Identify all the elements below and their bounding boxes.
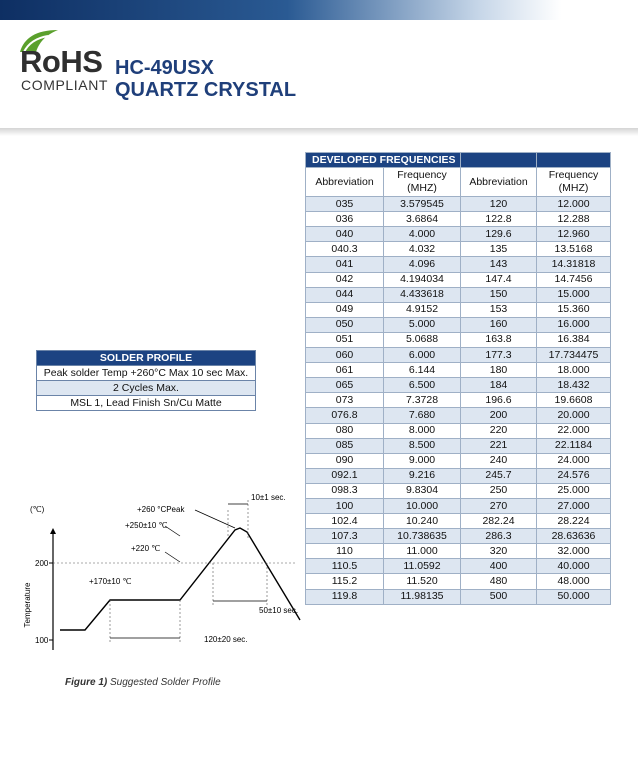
abbreviation-cell: 220	[461, 423, 537, 438]
abbreviation-cell: 245.7	[461, 468, 537, 483]
unit-label: (℃)	[30, 505, 45, 514]
header-divider	[0, 128, 638, 136]
abbreviation-cell: 135	[461, 242, 537, 257]
frequency-cell: 11.520	[384, 574, 461, 589]
table-row	[306, 197, 611, 212]
frequency-cell: 5.000	[384, 317, 461, 332]
table-row	[306, 498, 611, 513]
abbreviation-cell: 041	[306, 257, 384, 272]
abbreviation-cell: 400	[461, 559, 537, 574]
frequency-cell: 4.194034	[384, 272, 461, 287]
frequency-cell: 18.432	[537, 378, 611, 393]
table-row	[306, 483, 611, 498]
frequency-cell: 24.576	[537, 468, 611, 483]
frequency-cell: 9.000	[384, 453, 461, 468]
frequency-cell: 10.000	[384, 498, 461, 513]
header-gradient-bar	[0, 0, 638, 20]
abbreviation-cell: 119.8	[306, 589, 384, 604]
frequency-cell: 16.000	[537, 317, 611, 332]
label-time-above: 50±10 sec.	[259, 606, 299, 615]
label-time-peak: 10±1 sec.	[251, 493, 286, 502]
abbreviation-cell: 270	[461, 498, 537, 513]
freq-table-body	[306, 197, 611, 605]
abbreviation-cell: 163.8	[461, 332, 537, 347]
frequency-cell: 12.000	[537, 197, 611, 212]
frequency-cell: 3.579545	[384, 197, 461, 212]
frequency-cell: 48.000	[537, 574, 611, 589]
frequency-cell: 6.500	[384, 378, 461, 393]
abbreviation-cell: 147.4	[461, 272, 537, 287]
abbreviation-cell: 160	[461, 317, 537, 332]
title-line-1: HC-49USX	[115, 57, 214, 79]
abbreviation-cell: 177.3	[461, 348, 537, 363]
table-row	[306, 559, 611, 574]
freq-table-title-blank	[537, 153, 611, 168]
pointer-line	[165, 526, 180, 536]
table-row	[306, 589, 611, 604]
abbreviation-cell: 100	[306, 498, 384, 513]
solder-profile-title: SOLDER PROFILE	[37, 351, 256, 366]
table-row	[306, 272, 611, 287]
abbreviation-cell: 250	[461, 483, 537, 498]
freq-table-title-blank	[461, 153, 537, 168]
abbreviation-cell: 129.6	[461, 227, 537, 242]
frequency-cell: 16.384	[537, 332, 611, 347]
frequency-cell: 10.240	[384, 514, 461, 529]
frequency-cell: 11.98135	[384, 589, 461, 604]
table-row	[306, 332, 611, 347]
abbreviation-cell: 085	[306, 438, 384, 453]
title-line-2: QUARTZ CRYSTAL	[115, 79, 297, 101]
frequency-cell: 5.0688	[384, 332, 461, 347]
col-header-abbreviation: Abbreviation	[461, 168, 537, 197]
frequency-cell: 25.000	[537, 483, 611, 498]
abbreviation-cell: 184	[461, 378, 537, 393]
abbreviation-cell: 110.5	[306, 559, 384, 574]
y-axis-arrow	[50, 528, 56, 534]
y-tick-100: 100	[35, 636, 49, 645]
frequency-cell: 15.360	[537, 302, 611, 317]
frequency-cell: 13.5168	[537, 242, 611, 257]
abbreviation-cell: 196.6	[461, 393, 537, 408]
abbreviation-cell: 040	[306, 227, 384, 242]
abbreviation-cell: 073	[306, 393, 384, 408]
frequency-cell: 17.734475	[537, 348, 611, 363]
table-row	[306, 529, 611, 544]
figure-caption: Figure 1) Suggested Solder Profile	[65, 677, 221, 688]
frequency-cell: 4.433618	[384, 287, 461, 302]
frequency-cell: 4.032	[384, 242, 461, 257]
frequency-cell: 4.9152	[384, 302, 461, 317]
table-row	[306, 408, 611, 423]
abbreviation-cell: 282.24	[461, 514, 537, 529]
abbreviation-cell: 180	[461, 363, 537, 378]
abbreviation-cell: 107.3	[306, 529, 384, 544]
abbreviation-cell: 061	[306, 363, 384, 378]
abbreviation-cell: 115.2	[306, 574, 384, 589]
table-row	[306, 242, 611, 257]
frequency-cell: 14.31818	[537, 257, 611, 272]
abbreviation-cell: 143	[461, 257, 537, 272]
compliant-text: COMPLIANT	[21, 77, 109, 93]
abbreviation-cell: 036	[306, 212, 384, 227]
frequency-cell: 8.500	[384, 438, 461, 453]
table-row	[306, 393, 611, 408]
table-row	[306, 227, 611, 242]
solder-profile-graph	[15, 490, 315, 660]
developed-frequencies-table	[305, 152, 611, 605]
abbreviation-cell: 150	[461, 287, 537, 302]
frequency-cell: 3.6864	[384, 212, 461, 227]
abbreviation-cell: 102.4	[306, 514, 384, 529]
solder-profile-line: Peak solder Temp +260°C Max 10 sec Max.	[37, 366, 256, 381]
table-row	[306, 363, 611, 378]
abbreviation-cell: 090	[306, 453, 384, 468]
abbreviation-cell: 286.3	[461, 529, 537, 544]
abbreviation-cell: 076.8	[306, 408, 384, 423]
frequency-cell: 40.000	[537, 559, 611, 574]
abbreviation-cell: 240	[461, 453, 537, 468]
abbreviation-cell: 153	[461, 302, 537, 317]
table-row	[306, 378, 611, 393]
table-row	[306, 453, 611, 468]
frequency-cell: 27.000	[537, 498, 611, 513]
col-header-frequency: Frequency (MHZ)	[384, 168, 461, 197]
abbreviation-cell: 042	[306, 272, 384, 287]
frequency-cell: 14.7456	[537, 272, 611, 287]
frequency-cell: 6.000	[384, 348, 461, 363]
table-row	[306, 514, 611, 529]
label-250: +250±10 ℃	[125, 521, 168, 530]
abbreviation-cell: 200	[461, 408, 537, 423]
abbreviation-cell: 051	[306, 332, 384, 347]
table-row	[306, 317, 611, 332]
abbreviation-cell: 035	[306, 197, 384, 212]
abbreviation-cell: 120	[461, 197, 537, 212]
table-row	[306, 438, 611, 453]
solder-profile-table	[36, 350, 256, 411]
pointer-line	[195, 510, 235, 528]
abbreviation-cell: 110	[306, 544, 384, 559]
solder-profile-line: 2 Cycles Max.	[37, 381, 256, 396]
frequency-cell: 7.3728	[384, 393, 461, 408]
table-row	[306, 574, 611, 589]
frequency-cell: 9.216	[384, 468, 461, 483]
solder-profile-line: MSL 1, Lead Finish Sn/Cu Matte	[37, 396, 256, 411]
abbreviation-cell: 050	[306, 317, 384, 332]
rohs-logo	[18, 28, 108, 98]
col-header-frequency: Frequency (MHZ)	[537, 168, 611, 197]
abbreviation-cell: 221	[461, 438, 537, 453]
frequency-cell: 50.000	[537, 589, 611, 604]
abbreviation-cell: 065	[306, 378, 384, 393]
y-axis-label: Temperature	[23, 582, 32, 628]
abbreviation-cell: 080	[306, 423, 384, 438]
abbreviation-cell: 060	[306, 348, 384, 363]
frequency-cell: 15.000	[537, 287, 611, 302]
abbreviation-cell: 500	[461, 589, 537, 604]
table-row	[306, 468, 611, 483]
pointer-line	[165, 552, 180, 562]
frequency-cell: 11.0592	[384, 559, 461, 574]
table-row	[306, 212, 611, 227]
table-row	[306, 423, 611, 438]
frequency-cell: 9.8304	[384, 483, 461, 498]
y-tick-200: 200	[35, 559, 49, 568]
col-header-abbreviation: Abbreviation	[306, 168, 384, 197]
product-title	[115, 57, 296, 101]
frequency-cell: 4.096	[384, 257, 461, 272]
frequency-cell: 19.6608	[537, 393, 611, 408]
abbreviation-cell: 049	[306, 302, 384, 317]
frequency-cell: 18.000	[537, 363, 611, 378]
abbreviation-cell: 098.3	[306, 483, 384, 498]
frequency-cell: 28.63636	[537, 529, 611, 544]
frequency-cell: 12.960	[537, 227, 611, 242]
table-row	[306, 257, 611, 272]
abbreviation-cell: 480	[461, 574, 537, 589]
frequency-cell: 6.144	[384, 363, 461, 378]
label-time-preheat: 120±20 sec.	[204, 635, 248, 644]
table-row	[306, 544, 611, 559]
frequency-cell: 10.738635	[384, 529, 461, 544]
abbreviation-cell: 122.8	[461, 212, 537, 227]
frequency-cell: 32.000	[537, 544, 611, 559]
frequency-cell: 8.000	[384, 423, 461, 438]
table-row	[306, 287, 611, 302]
label-peak: +260 °CPeak	[137, 505, 185, 514]
frequency-cell: 4.000	[384, 227, 461, 242]
abbreviation-cell: 040.3	[306, 242, 384, 257]
frequency-cell: 7.680	[384, 408, 461, 423]
abbreviation-cell: 092.1	[306, 468, 384, 483]
rohs-text: RoHS	[20, 44, 103, 79]
table-row	[306, 348, 611, 363]
table-row	[306, 302, 611, 317]
freq-table-title: DEVELOPED FREQUENCIES	[306, 153, 461, 168]
frequency-cell: 22.000	[537, 423, 611, 438]
frequency-cell: 28.224	[537, 514, 611, 529]
label-170: +170±10 ℃	[89, 577, 132, 586]
label-220: +220 ℃	[131, 544, 161, 553]
frequency-cell: 22.1184	[537, 438, 611, 453]
frequency-cell: 12.288	[537, 212, 611, 227]
abbreviation-cell: 044	[306, 287, 384, 302]
frequency-cell: 11.000	[384, 544, 461, 559]
frequency-cell: 20.000	[537, 408, 611, 423]
frequency-cell: 24.000	[537, 453, 611, 468]
abbreviation-cell: 320	[461, 544, 537, 559]
